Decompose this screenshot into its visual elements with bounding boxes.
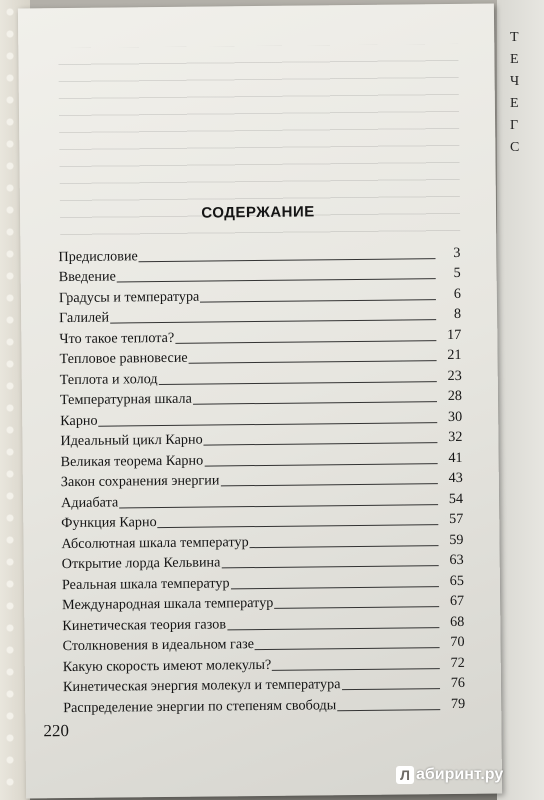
toc-entry-page: 57	[448, 510, 464, 528]
adjacent-page-glyph: Т	[510, 30, 519, 45]
toc-entry-title: Введение	[58, 268, 116, 286]
toc-entry-page: 8	[453, 305, 462, 322]
toc-leader-line	[159, 381, 437, 385]
toc-entry-title: Что такое теплота?	[59, 329, 175, 347]
toc-leader-line	[272, 668, 440, 671]
toc-entry-title: Градусы и температура	[58, 288, 200, 306]
toc-leader-line	[175, 340, 436, 344]
toc-entry-page: 5	[453, 264, 461, 281]
page-title: СОДЕРЖАНИЕ	[201, 203, 315, 222]
toc-entry-page: 70	[450, 633, 465, 651]
toc-entry-page: 28	[447, 387, 463, 405]
adjacent-page-glyph: Ч	[510, 74, 520, 89]
toc-entry-title: Какую скорость имеют молекулы?	[62, 656, 272, 675]
toc-entry-title: Адиабата	[60, 493, 119, 511]
toc-entry-page: 41	[448, 449, 463, 466]
toc-entry-title: Предисловие	[58, 247, 138, 265]
toc-entry-page: 3	[453, 244, 461, 261]
toc-entry-title: Теплота и холод	[59, 370, 158, 388]
toc-entry-page: 72	[450, 654, 465, 671]
toc-entry-page: 43	[448, 469, 463, 487]
watermark-text: абиринт.ру	[416, 766, 504, 783]
toc-entry-page: 68	[450, 613, 465, 630]
toc-entry-title: Кинетическая энергия молекул и температура	[62, 676, 341, 696]
toc-entry-page: 79	[450, 695, 466, 712]
adjacent-page-glyph: Е	[510, 52, 519, 67]
book-page	[18, 4, 502, 799]
toc-leader-line	[220, 483, 437, 486]
toc-leader-line	[337, 709, 440, 711]
toc-leader-line	[250, 545, 439, 548]
toc-entry-page: 59	[449, 531, 464, 548]
toc-entry-title: Температурная шкала	[59, 390, 192, 409]
table-of-contents	[58, 241, 465, 717]
toc-entry-title: Закон сохранения энергии	[60, 472, 220, 491]
toc-leader-line	[200, 299, 436, 302]
toc-entry-page: 6	[453, 285, 461, 302]
toc-entry-title: Международная шкала температур	[62, 594, 274, 614]
toc-leader-line	[189, 360, 437, 364]
toc-leader-line	[158, 524, 439, 528]
toc-leader-line	[274, 606, 439, 609]
adjacent-page	[497, 0, 544, 800]
toc-entry-title: Галилей	[59, 309, 110, 327]
toc-entry-title: Абсолютная шкала температур	[61, 533, 249, 552]
watermark	[396, 764, 536, 786]
toc-entry-page: 21	[447, 346, 462, 364]
toc-entry-title: Тепловое равновесие	[59, 349, 188, 368]
adjacent-page-glyph: Е	[510, 96, 519, 111]
toc-entry-title: Идеальный цикл Карно	[60, 431, 203, 450]
toc-leader-line	[221, 565, 438, 568]
toc-entry-page: 17	[447, 326, 462, 343]
adjacent-page-glyph: Г	[510, 118, 519, 133]
toc-entry-title: Открытие лорда Кельвина	[61, 554, 221, 573]
toc-entry	[63, 692, 465, 717]
toc-entry-title: Кинетическая теория газов	[62, 615, 227, 634]
toc-leader-line	[255, 647, 440, 650]
toc-entry-title: Функция Карно	[61, 514, 157, 532]
toc-leader-line	[342, 688, 440, 690]
toc-entry-title: Столкновения в идеальном газе	[62, 636, 255, 655]
adjacent-page-glyph: С	[510, 140, 520, 155]
toc-entry-page: 54	[448, 490, 464, 507]
toc-entry-page: 30	[447, 408, 463, 425]
toc-leader-line	[227, 627, 439, 630]
labirint-logo-icon: Л	[396, 766, 414, 784]
toc-leader-line	[231, 586, 439, 589]
toc-entry-page: 32	[448, 428, 463, 446]
toc-entry-page: 76	[450, 674, 466, 692]
toc-entry-page: 65	[449, 572, 464, 589]
toc-entry-title: Великая теорема Карно	[60, 452, 204, 470]
toc-leader-line	[204, 442, 438, 445]
toc-entry-title: Реальная шкала температур	[61, 574, 230, 593]
toc-entry-title: Карно	[60, 412, 98, 429]
toc-leader-line	[204, 463, 437, 466]
toc-entry-title: Распределение энергии по степеням свободы	[63, 696, 337, 716]
toc-entry-page: 23	[447, 367, 462, 384]
toc-entry-page: 67	[449, 592, 465, 610]
page-number: 220	[43, 721, 70, 741]
toc-entry-page: 63	[449, 551, 464, 569]
toc-leader-line	[193, 401, 437, 405]
